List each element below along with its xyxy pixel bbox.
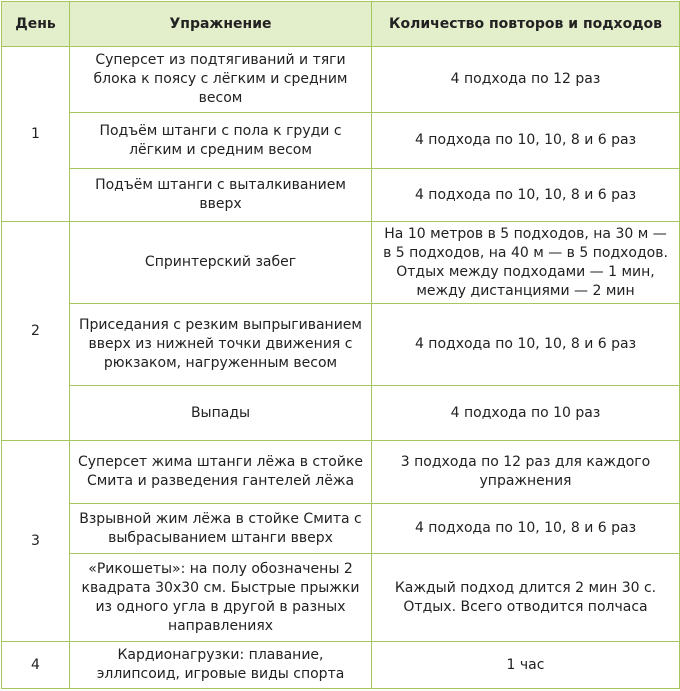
day-cell: 3 (2, 441, 70, 642)
reps-cell: 4 подхода по 10, 10, 8 и 6 раз (372, 169, 680, 222)
exercise-cell: Спринтерский забег (70, 222, 372, 304)
exercise-cell: Выпады (70, 386, 372, 441)
reps-cell: 3 подхода по 12 раз для каждого упражнения (372, 441, 680, 504)
exercise-cell: Взрывной жим лёжа в стойке Смита с выбрасыванием штанги вверх (70, 504, 372, 554)
exercise-cell: Приседания с резким выпрыгиванием вверх из нижней точки движения с рюкзаком, нагруженным весом (70, 304, 372, 386)
reps-cell: 4 подхода по 10 раз (372, 386, 680, 441)
reps-cell: 4 подхода по 10, 10, 8 и 6 раз (372, 504, 680, 554)
reps-cell: 4 подхода по 12 раз (372, 47, 680, 113)
table-row (2, 504, 680, 554)
exercise-cell: Подъём штанги с выталкиванием вверх (70, 169, 372, 222)
exercise-cell: Подъём штанги с пола к груди с лёгким и средним весом (70, 113, 372, 169)
table-row (2, 304, 680, 386)
training-table (1, 1, 680, 689)
reps-cell: Каждый подход длится 2 мин 30 с. Отдых. Всего отводится полчаса (372, 554, 680, 642)
table-row (2, 169, 680, 222)
table-row (2, 113, 680, 169)
table-row (2, 386, 680, 441)
header-day: День (2, 2, 70, 47)
day-cell: 4 (2, 642, 70, 689)
exercise-cell: Кардионагрузки: плавание, эллипсоид, игровые виды спорта (70, 642, 372, 689)
header-exercise: Упражнение (70, 2, 372, 47)
day-cell: 1 (2, 47, 70, 222)
day-cell: 2 (2, 222, 70, 441)
table-row (2, 47, 680, 113)
reps-cell: 4 подхода по 10, 10, 8 и 6 раз (372, 304, 680, 386)
exercise-cell: Суперсет из подтягиваний и тяги блока к поясу с лёгким и средним весом (70, 47, 372, 113)
table-row (2, 554, 680, 642)
header-reps: Количество повторов и подходов (372, 2, 680, 47)
reps-cell: На 10 метров в 5 подходов, на 30 м — в 5 подходов, на 40 м — в 5 подходов. Отдых между подходами — 1 мин, между дистанциями — 2 мин (372, 222, 680, 304)
header-row (2, 2, 680, 47)
reps-cell: 1 час (372, 642, 680, 689)
table-row (2, 642, 680, 689)
exercise-cell: Суперсет жима штанги лёжа в стойке Смита и разведения гантелей лёжа (70, 441, 372, 504)
table-row (2, 441, 680, 504)
exercise-cell: «Рикошеты»: на полу обозначены 2 квадрата 30х30 см. Быстрые прыжки из одного угла в другой в разных направлениях (70, 554, 372, 642)
reps-cell: 4 подхода по 10, 10, 8 и 6 раз (372, 113, 680, 169)
table-row (2, 222, 680, 304)
